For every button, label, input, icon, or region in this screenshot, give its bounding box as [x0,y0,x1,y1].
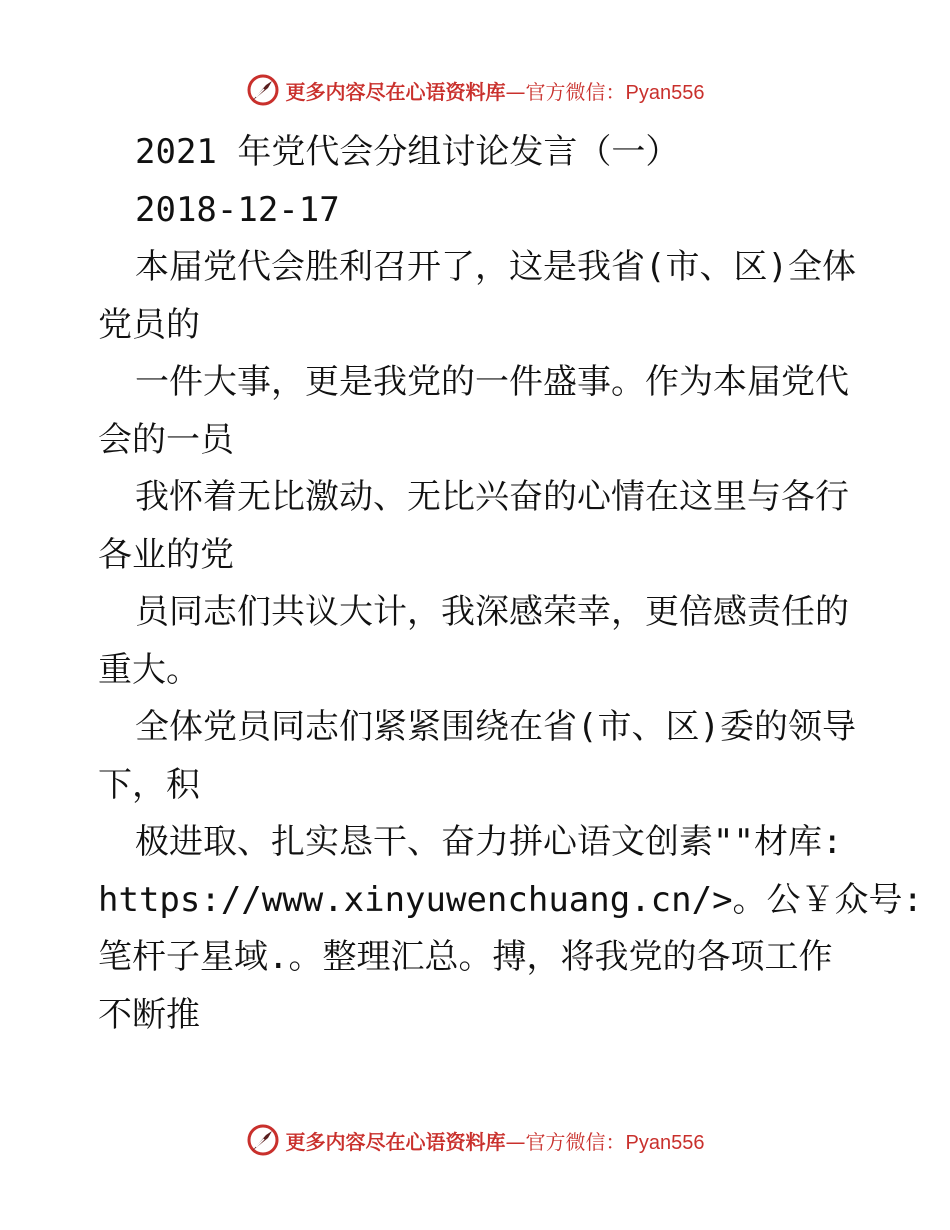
banner-wechat-label: 官方微信： [525,1129,626,1154]
document-line: 全体党员同志们紧紧围绕在省(市、区)委的领导 [135,707,856,747]
document-line: 重大。 [98,649,200,690]
banner-site-text: 更多内容尽在心语资料库 [285,1129,506,1154]
document-line: 2018-12-17 [135,189,340,230]
banner-site-text: 更多内容尽在心语资料库 [285,79,506,104]
document-line: https://www.xinyuwenchuang.cn/>。公￥众号: [98,879,924,920]
banner-text [286,1126,705,1155]
quill-pen-logo-icon [246,1123,280,1157]
document-body [98,124,924,1044]
document-line: 员同志们共议大计，我深感荣幸，更倍感责任的 [135,592,849,632]
banner-separator: — [505,79,526,104]
document-line: 党员的 [98,304,200,345]
banner-wechat-label: 官方微信： [525,79,626,104]
document-line: 2021 年党代会分组讨论发言（一） [135,132,680,172]
banner-text [286,76,705,105]
document-line: 本届党代会胜利召开了，这是我省(市、区)全体 [135,247,856,287]
document-line: 极进取、扎实恳干、奋力拼心语文创素""材库: [135,822,843,862]
document-line: 一件大事，更是我党的一件盛事。作为本届党代 [135,362,849,402]
document-line: 会的一员 [98,419,234,460]
quill-pen-logo-icon [246,73,280,107]
document-line: 笔杆子星域.。整理汇总。搏，将我党的各项工作 [98,937,833,977]
banner-separator: — [505,1129,526,1154]
banner-wechat-account: Pyan556 [625,81,705,104]
header-banner [0,70,950,110]
document-line: 我怀着无比激动、无比兴奋的心情在这里与各行 [135,477,849,517]
footer-banner [0,1120,950,1160]
banner-wechat-account: Pyan556 [625,1131,705,1154]
document-line: 下，积 [98,764,200,805]
document-line: 不断推 [98,994,200,1035]
document-line: 各业的党 [98,534,234,575]
